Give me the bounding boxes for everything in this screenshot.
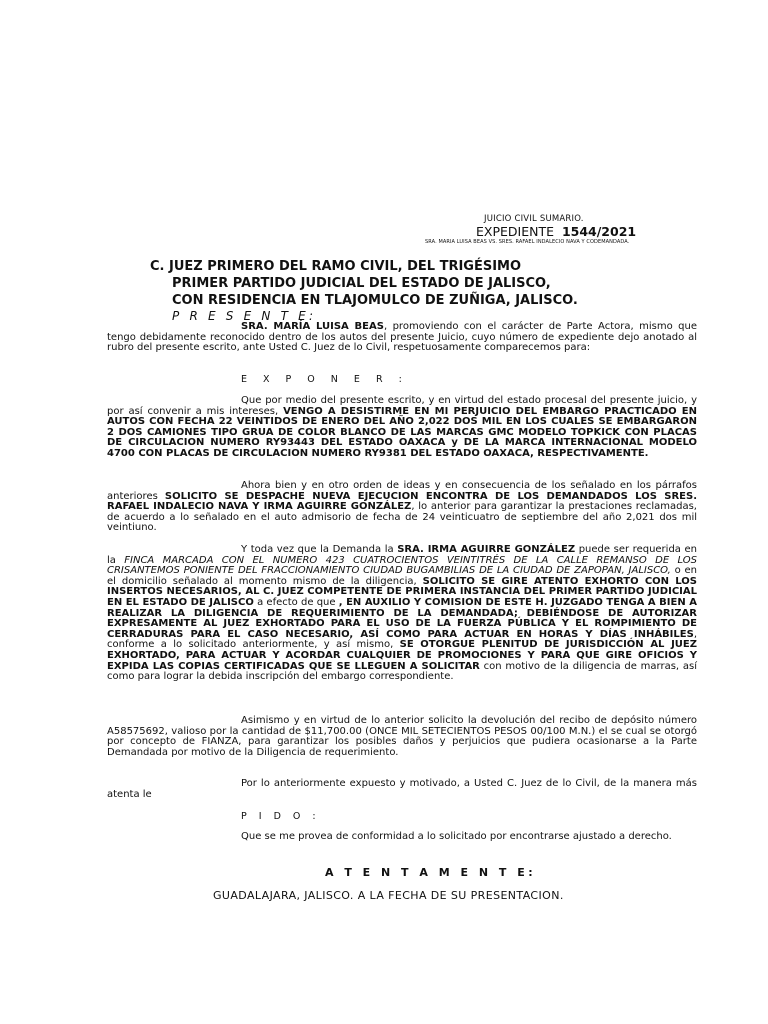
para3-text-2: puede ser requerida en la	[107, 544, 697, 566]
place-date-line: GUADALAJARA, JALISCO. A LA FECHA DE SU PRESENTACION.	[213, 889, 564, 902]
pido-heading: P I D O :	[241, 811, 321, 822]
para2-tail: , lo anterior para garantizar la prestaciones reclamadas, de acuerdo a lo señalado en el auto admisorio de fecha de 24 veinticuatro de septiembre del año 2,021 dos mil veintiuno.	[107, 501, 697, 534]
para2-bold: SOLICITO SE DESPACHE NUEVA EJECUCION ENCONTRA DE LOS DEMANDADOS LOS SRES. RAFAEL INDALECIO NAVA Y IRMA AGUIRRE GONZÁLEZ	[107, 490, 698, 513]
presente-heading: P R E S E N T E:	[172, 309, 317, 323]
defendant-address: FINCA MARCADA CON EL NUMERO 423 CUATROCIENTOS VEINTITRÉS DE LA CALLE REMANSO DE LOS CRISANTEMOS PONIENTE DEL FRACCIONAMIENTO CIUDAD BUGAMBILIAS DE LA CIUDAD DE ZAPOPAN, JALISCO,	[107, 554, 697, 577]
para1-bold: VENGO A DESISTIRME EN MI PERJUICIO DEL EMBARGO PRACTICADO EN AUTOS CON FECHA 22 VEINTIDOS DE ENERO DEL AÑO 2,022 DOS MIL EN LOS CUALES SE EMBARGARON 2 DOS CAMIONES TIPO GRUA DE COLOR BLANCO DE LAS MARCAS GMC MODELO TOPKICK CON PLACAS DE CIRCULACION NUMERO RY93443 DEL ESTADO OAXACA y DE LA MARCA INTERNACIONAL MODELO 4700 CON PLACAS DE CIRCULACION NUMERO RY9381 DEL ESTADO OAXACA, RESPECTIVAMENTE.	[107, 405, 697, 459]
para2-lead: Ahora bien y en otro orden de ideas y en consecuencia de los señalado en los párrafos anteriores	[107, 480, 697, 502]
para6-text: Que se me provea de conformidad a lo solicitado por encontrarse ajustado a derecho.	[241, 831, 672, 842]
para1-lead: Que por medio del presente escrito, y en virtud del estado procesal del presente juicio, y por así convenir a mis intereses,	[107, 395, 697, 417]
para4-text: Asimismo y en virtud de lo anterior solicito la devolución del recibo de depósito número A58575692, valioso por la cantidad de $11,700.00 (ONCE MIL SETECIENTOS PESOS 00/100 M.N.) el se cual se otorgó por concepto de FIANZA, para garantizar los posibles daños y perjuicios que pudiera ocasionarse a la Parte Demandada por motivo de la Diligencia de requerimiento.	[107, 715, 697, 758]
paragraph-devolucion	[107, 716, 697, 758]
exponer-heading: E X P O N E R :	[241, 374, 409, 385]
para3-text-5: , conforme a lo solicitado anteriormente, y así mismo,	[107, 628, 697, 651]
paragraph-nueva-ejecucion	[107, 481, 697, 534]
para3-text-3: o en el domicilio señalado al momento mismo de la diligencia,	[107, 565, 697, 587]
para3-bold-2: , EN AUXILIO Y COMISION DE ESTE H. JUZGADO TENGA A BIEN A REALIZAR LA DILIGENCIA DE REQUERIMIENTO DE LA DEMANDADA; DEBIÉNDOSE DE AUTORIZAR EXPRESAMENTE AL JUEZ EXHORTADO PARA EL USO DE LA FUERZA PÚBLICA Y EL ROMPIMIENTO DE CERRADURAS PARA EL CASO NECESARIO, ASÍ COMO PARA ACTUAR EN HORAS Y DÍAS INHÁBILES	[107, 596, 697, 640]
para3-text-6: con motivo de la diligencia de marras, así como para lograr la debida inscripción del embargo correspondiente.	[107, 660, 697, 683]
intro-text: , promoviendo con el carácter de Parte Actora, mismo que tengo debidamente reconocido dentro de los autos del presente Juicio, cuyo número de expediente dejo anotado al rubro del presente escrito, ante Usted C. Juez de lo Civil, respetuosamente comparecemos para:	[107, 321, 697, 354]
case-parties: SRA. MARIA LUISA BEAS VS. SRES. RAFAEL INDALECIO NAVA Y CODEMANDADA.	[425, 239, 630, 245]
expediente-label: EXPEDIENTE	[476, 224, 554, 239]
defendant-name: SRA. IRMA AGUIRRE GONZÁLEZ	[397, 544, 576, 555]
expediente	[476, 224, 636, 239]
paragraph-petition-intro	[107, 779, 697, 800]
paragraph-exhorto	[107, 545, 697, 683]
intro-paragraph	[107, 322, 697, 354]
case-type: JUICIO CIVIL SUMARIO.	[484, 214, 584, 224]
court-address-line-1: C. JUEZ PRIMERO DEL RAMO CIVIL, DEL TRIGÉSIMO	[150, 259, 522, 274]
para3-text-4: a efecto de que	[253, 596, 339, 608]
plaintiff-name: SRA. MARÍA LUISA BEAS	[241, 321, 384, 332]
para5-text: Por lo anteriormente expuesto y motivado, a Usted C. Juez de lo Civil, de la manera más atenta le	[107, 778, 697, 800]
para3-lead: Y toda vez que la Demanda la	[241, 544, 398, 555]
para3-bold-1: SOLICITO SE GIRE ATENTO EXHORTO CON LOS INSERTOS NECESARIOS, AL C. JUEZ COMPETENTE DE PRIMERA INSTANCIA DEL PRIMER PARTIDO JUDICIAL EN EL ESTADO DE JALISCO	[107, 575, 697, 608]
para3-bold-3: SE OTORGUE PLENITUD DE JURISDICCIÓN AL JUEZ EXHORTADO, PARA ACTUAR Y ACORDAR CUALQUIER DE PROMOCIONES Y PARA QUE GIRE OFICIOS Y EXPIDA LAS COPIAS CERTIFICADAS QUE SE LLEGUEN A SOLICITAR	[107, 639, 697, 672]
expediente-number: 1544/2021	[561, 224, 637, 239]
paragraph-desistimiento	[107, 396, 697, 460]
court-address-line-2: PRIMER PARTIDO JUDICIAL DEL ESTADO DE JALISCO,	[172, 276, 551, 291]
paragraph-petition	[107, 832, 697, 843]
court-address-line-3: CON RESIDENCIA EN TLAJOMULCO DE ZUÑIGA, JALISCO.	[172, 293, 578, 308]
closing-atentamente: A T E N T A M E N T E:	[325, 866, 537, 879]
